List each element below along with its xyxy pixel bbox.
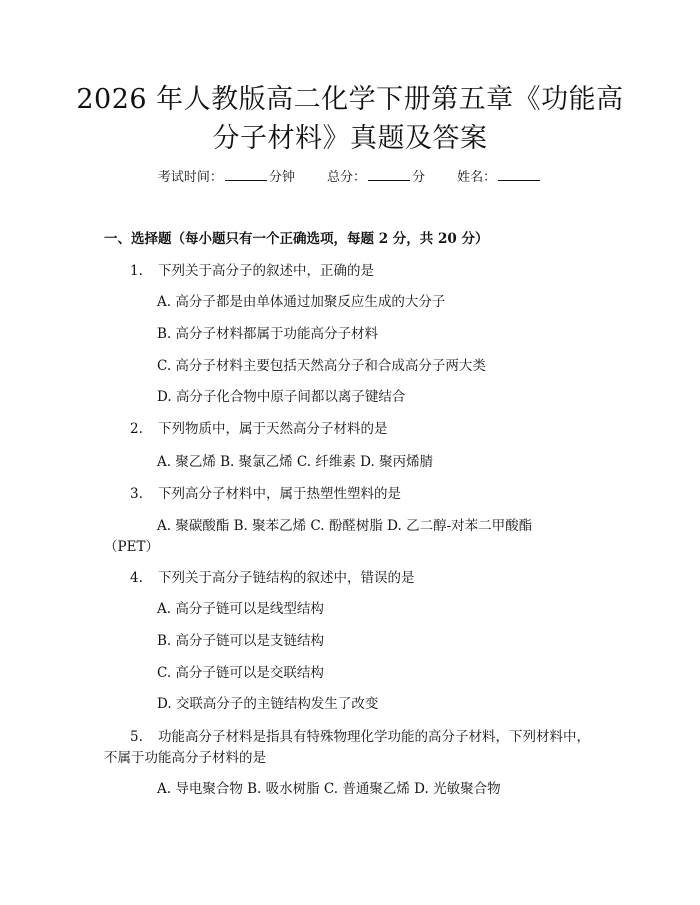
total-score-unit: 分 bbox=[412, 170, 426, 185]
question-stem bbox=[130, 568, 415, 588]
question-text-wrap: 不属于功能高分子材料的是 bbox=[104, 750, 266, 766]
question-text: 下列高分子材料中，属于热塑性塑料的是 bbox=[158, 486, 401, 502]
total-score-blank bbox=[368, 168, 410, 181]
exam-time-field bbox=[158, 168, 295, 188]
answer-option: B. 高分子材料都属于功能高分子材料 bbox=[157, 326, 379, 342]
exam-meta-row bbox=[0, 168, 700, 188]
question-number: 3. bbox=[130, 486, 143, 502]
document-title-line1: 2026 年人教版高二化学下册第五章《功能高 bbox=[76, 84, 624, 115]
total-score-field bbox=[327, 168, 425, 188]
document-title-line2: 分子材料》真题及答案 bbox=[212, 123, 488, 154]
exam-time-unit: 分钟 bbox=[268, 170, 295, 185]
answer-option: D. 交联高分子的主链结构发生了改变 bbox=[157, 696, 379, 712]
answer-option: C. 高分子链可以是交联结构 bbox=[157, 665, 324, 681]
question-number: 5. bbox=[130, 729, 143, 745]
question-stem bbox=[130, 419, 388, 439]
question-number: 4. bbox=[130, 570, 143, 586]
total-score-label: 总分： bbox=[326, 170, 366, 185]
question-text: 下列关于高分子的叙述中，正确的是 bbox=[158, 263, 374, 279]
answer-option: A. 高分子链可以是线型结构 bbox=[157, 601, 324, 617]
question-text: 功能高分子材料是指具有特殊物理化学功能的高分子材料，下列材料中， bbox=[158, 729, 590, 745]
question-stem bbox=[130, 261, 374, 281]
answer-option: D. 高分子化合物中原子间都以离子键结合 bbox=[157, 389, 406, 405]
answer-option: A. 高分子都是由单体通过加聚反应生成的大分子 bbox=[157, 294, 446, 310]
student-name-label: 姓名： bbox=[457, 170, 497, 185]
answer-option: C. 高分子材料主要包括天然高分子和合成高分子两大类 bbox=[157, 358, 486, 374]
question-stem bbox=[130, 727, 590, 747]
question-stem bbox=[130, 484, 401, 504]
question-text: 下列关于高分子链结构的叙述中，错误的是 bbox=[158, 570, 415, 586]
question-number: 2. bbox=[130, 421, 143, 437]
answer-options-line: A. 导电聚合物 B. 吸水树脂 C. 普通聚乙烯 D. 光敏聚合物 bbox=[157, 781, 501, 797]
answer-options-line-wrap: （PET） bbox=[104, 539, 159, 555]
question-number: 1. bbox=[130, 263, 143, 279]
student-name-blank bbox=[498, 168, 540, 181]
answer-options-line: A. 聚碳酸酯 B. 聚苯乙烯 C. 酚醛树脂 D. 乙二醇-对苯二甲酸酯 bbox=[157, 518, 533, 534]
exam-time-blank bbox=[225, 168, 267, 181]
exam-time-label: 考试时间： bbox=[157, 170, 223, 185]
question-text: 下列物质中，属于天然高分子材料的是 bbox=[158, 421, 388, 437]
student-name-field bbox=[457, 168, 542, 188]
answer-options-line: A. 聚乙烯 B. 聚氯乙烯 C. 纤维素 D. 聚丙烯腈 bbox=[157, 454, 434, 470]
section-heading-choice: 一、选择题（每小题只有一个正确选项，每题 2 分，共 20 分） bbox=[104, 231, 489, 247]
answer-option: B. 高分子链可以是支链结构 bbox=[157, 633, 325, 649]
